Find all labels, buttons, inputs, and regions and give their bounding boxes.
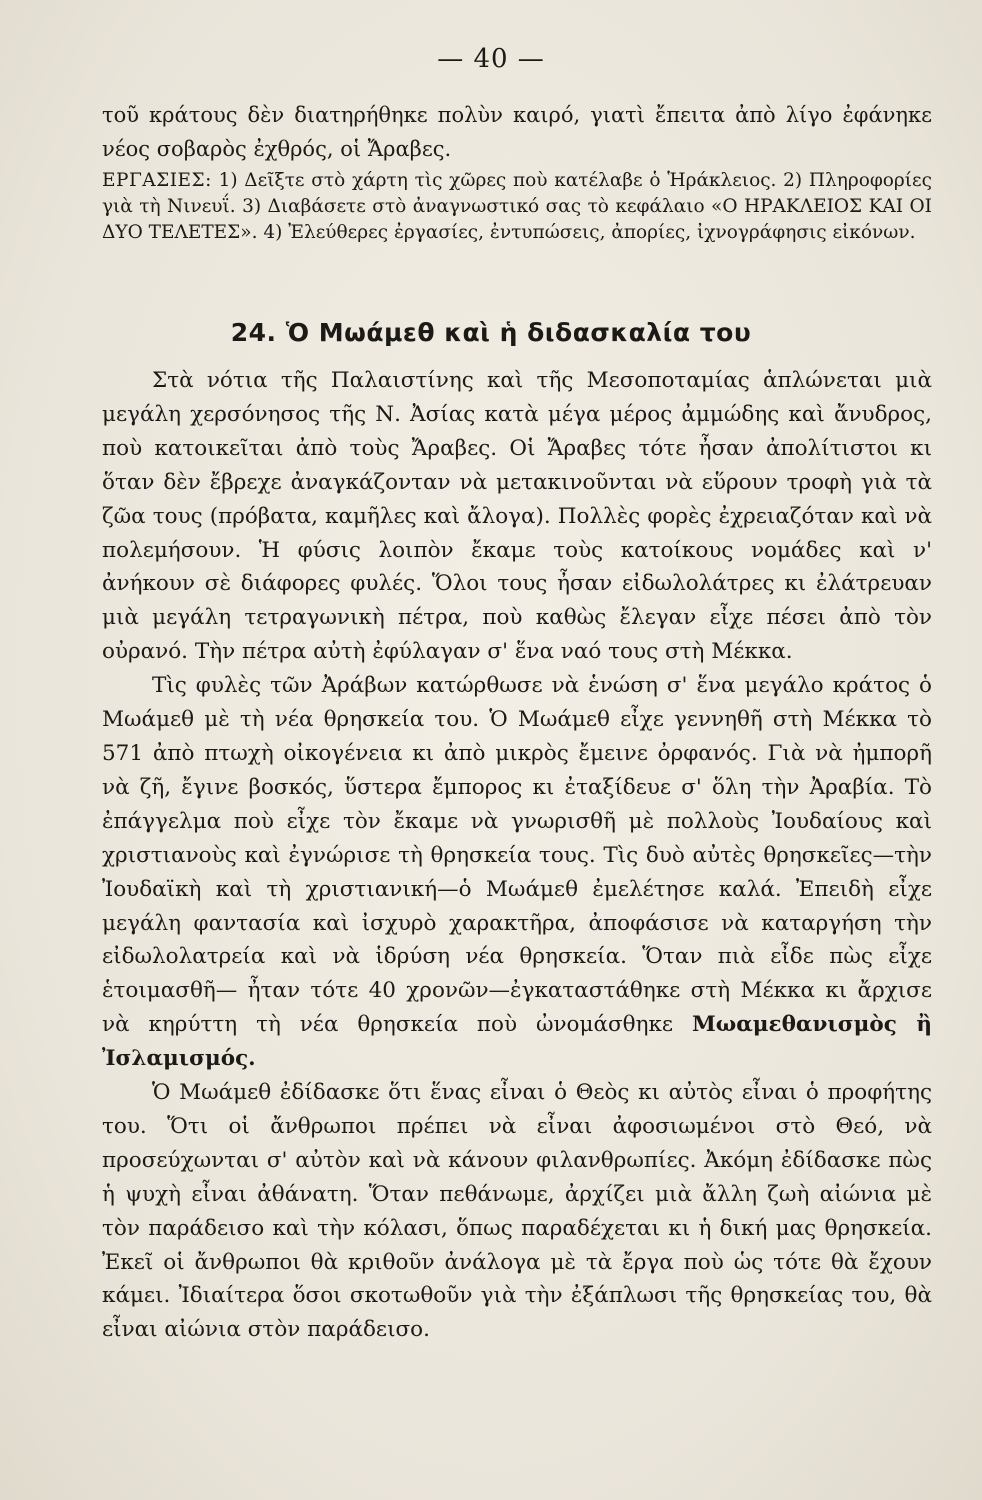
body-paragraph-1: Στὰ νότια τῆς Παλαιστίνης καὶ τῆς Μεσοποταμίας ἁπλώνεται μιὰ μεγάλη χερσόνησος τῆς Ν. Ἀσίας κατὰ μέγα μέρος ἀμμώδης καὶ ἄνυδρος, ποὺ κατοικεῖται ἀπὸ τοὺς Ἄραβες. Οἱ Ἄραβες τότε ἦσαν ἀπολίτιστοι κι ὅταν δὲν ἔβρεχε ἀναγκάζονταν νὰ μετακινοῦνται νὰ εὕρουν τροφὴ γιὰ τὰ ζῶα τους (πρόβατα, καμῆλες καὶ ἄλογα). Πολλὲς φορὲς ἐχρειαζόταν καὶ νὰ πολεμήσουν. Ἡ φύσις λοιπὸν ἔκαμε τοὺς κατοίκους νομάδες καὶ ν' ἀνήκουν σὲ διάφορες φυλές. Ὅλοι τους ἦσαν εἰδωλολάτρες κι ἐλάτρευαν μιὰ μεγάλη τετραγωνικὴ πέτρα, ποὺ καθὼς ἔλεγαν εἶχε πέσει ἀπὸ τὸν οὐρανό. Τὴν πέτρα αὐτὴ ἐφύλαγαν σ' ἕνα ναό τους στὴ Μέκκα. (102, 368, 932, 665)
exercises-paragraph (102, 168, 932, 246)
body-paragraph-2-text: Τὶς φυλὲς τῶν Ἀράβων κατώρθωσε νὰ ἑνώση σ' ἕνα μεγάλο κράτος ὁ Μωάμεθ μὲ τὴ νέα θρησκεία του. Ὁ Μωάμεθ εἶχε γεννηθῆ στὴ Μέκκα τὸ 571 ἀπὸ πτωχὴ οἰκογένεια κι ἀπὸ μικρὸς ἔμεινε ὀρφανός. Γιὰ νὰ ἠμπορῆ νὰ ζῆ, ἔγινε βοσκός, ὕστερα ἔμπορος κι ἐταξίδευε σ' ὅλη τὴν Ἀραβία. Τὸ ἐπάγγελμα ποὺ εἶχε τὸν ἔκαμε νὰ γνωρισθῆ μὲ πολλοὺς Ἰουδαίους καὶ χριστιανοὺς καὶ ἐγνώρισε τὴ θρησκεία τους. Τὶς δυὸ αὐτὲς θρησκεῖες—τὴν Ἰουδαϊκὴ καὶ τὴ χριστιανική—ὁ Μωάμεθ ἐμελέτησε καλά. Ἐπειδὴ εἶχε μεγάλη φαντασία καὶ ἰσχυρὸ χαρακτῆρα, ἀποφάσισε νὰ καταργήση τὴν εἰδωλολατρεία καὶ νὰ ἱδρύση νέα θρησκεία. Ὅταν πιὰ εἶδε πὼς εἶχε ἑτοιμασθῆ— ἦταν τότε 40 χρονῶν—ἐγκαταστάθηκε στὴ Μέκκα κι ἄρχισε νὰ κηρύττη τὴ νέα θρησκεία ποὺ ὠνομάσθηκε (102, 673, 932, 1038)
exercises-text: 1) Δεῖξτε στὸ χάρτη τὶς χῶρες ποὺ κατέλαβε ὁ Ἡράκλειος. 2) Πληροφορίες γιὰ τὴ Νινευΐ. 3) Διαβάσετε στὸ ἀναγνωστικό σας τὸ κεφάλαιο «Ο ΗΡΑΚΛΕΙΟΣ ΚΑΙ ΟΙ ΔΥΟ ΤΕΛΕΤΕΣ». 4) Ἐλεύθερες ἐργασίες, ἐντυπώσεις, ἀπορίες, ἰχνογράφησις εἰκόνων. (102, 170, 932, 243)
body-paragraph-2 (102, 669, 932, 1076)
intro-paragraph (102, 98, 932, 166)
body-paragraph-3: Ὁ Μωάμεθ ἐδίδασκε ὅτι ἕνας εἶναι ὁ Θεὸς κι αὐτὸς εἶναι ὁ προφήτης του. Ὅτι οἱ ἄνθρωποι πρέπει νὰ εἶναι ἀφοσιωμένοι στὸ Θεό, νὰ προσεύχωνται σ' αὐτὸν καὶ νὰ κάνουν φιλανθρωπίες. Ἀκόμη ἐδίδασκε πὼς ἡ ψυχὴ εἶναι ἀθάνατη. Ὅταν πεθάνωμε, ἀρχίζει μιὰ ἄλλη ζωὴ αἰώνια μὲ τὸν παράδεισο καὶ τὴν κόλασι, ὅπως παραδέχεται κι ἡ δική μας θρησκεία. Ἐκεῖ οἱ ἄνθρωποι θὰ κριθοῦν ἀνάλογα μὲ τὰ ἔργα ποὺ ὡς τότε θὰ ἔχουν κάμει. Ἰδιαίτερα ὅσοι σκοτωθοῦν γιὰ τὴν ἐξάπλωσι τῆς θρησκείας του, θὰ εἶναι αἰώνια στὸν παράδεισο. (102, 1080, 932, 1343)
chapter-heading: 24. Ὁ Μωάμεθ καὶ ἡ διδασκαλία του (230, 318, 752, 347)
religion-name-emphasis: Μωαμεθανισμὸς ἢ Ἰσλαμισμός. (102, 1012, 932, 1072)
chapter-body (102, 364, 932, 1347)
exercises-block (102, 168, 932, 246)
page-number: — 40 — (437, 44, 545, 74)
exercises-label: ΕΡΓΑΣΙΕΣ: (102, 170, 212, 191)
intro-text: τοῦ κράτους δὲν διατηρήθηκε πολὺν καιρό, γιατὶ ἔπειτα ἀπὸ λίγο ἐφάνηκε νέος σοβαρὸς ἐχθρός, οἱ Ἄραβες. (102, 103, 932, 161)
